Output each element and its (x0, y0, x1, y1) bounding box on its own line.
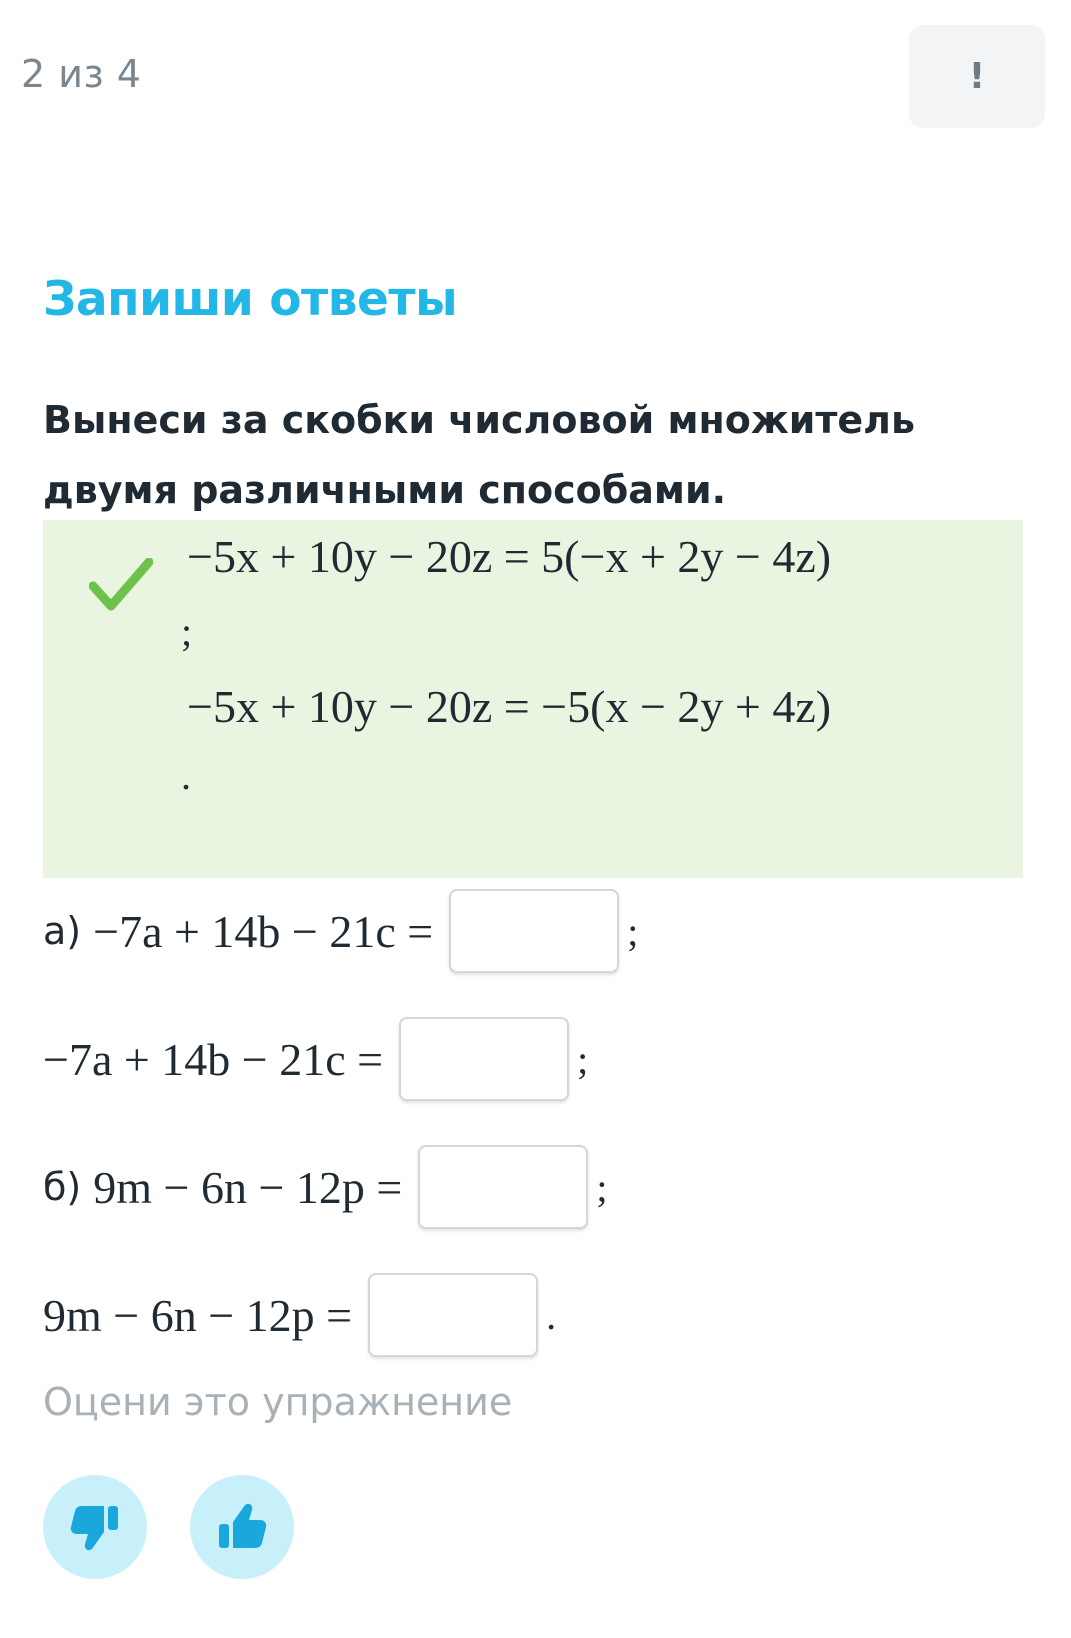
dislike-button[interactable] (43, 1475, 147, 1579)
exercise-label: б) (43, 1165, 82, 1209)
exercise-punct: ; (627, 908, 639, 954)
exercise-expression: 9m − 6n − 12p = (43, 1289, 353, 1341)
example-punct-2: . (181, 753, 191, 798)
exercise-punct: ; (577, 1036, 589, 1082)
example-punct-1: ; (181, 609, 193, 654)
checkmark-icon (89, 558, 153, 612)
exercise-expression: −7a + 14b − 21c = (43, 1033, 384, 1085)
exercise-expression: 9m − 6n − 12p = (93, 1161, 403, 1213)
answer-input-b1[interactable] (418, 1145, 588, 1229)
exercise-punct: . (546, 1292, 557, 1338)
exclamation-icon: ! (968, 56, 986, 97)
rate-exercise-label: Оцени это упражнение (43, 1380, 513, 1424)
progress-counter: 2 из 4 (21, 52, 142, 96)
exercise-row-a2 (43, 1014, 588, 1104)
answer-input-a1[interactable] (449, 889, 619, 973)
exercise-row-b1 (43, 1142, 608, 1232)
task-text: Вынеси за скобки числовой множитель двумя различными способами. (43, 398, 915, 512)
like-button[interactable] (190, 1475, 294, 1579)
example-line-2: −5x + 10y − 20z = −5(x − 2y + 4z) (187, 681, 832, 732)
example-line-1: −5x + 10y − 20z = 5(−x + 2y − 4z) (187, 531, 832, 582)
exercise-row-a1 (43, 886, 638, 976)
answer-input-a2[interactable] (399, 1017, 569, 1101)
section-heading: Запиши ответы (43, 272, 458, 327)
exercise-label: а) (43, 909, 82, 953)
exercise-punct: ; (596, 1164, 608, 1210)
report-button[interactable] (909, 25, 1045, 128)
answer-input-b2[interactable] (368, 1273, 538, 1357)
exercise-expression: −7a + 14b − 21c = (93, 905, 434, 957)
example-block (43, 520, 1023, 878)
exercise-row-b2 (43, 1270, 556, 1360)
thumbs-down-icon (68, 1500, 122, 1554)
thumbs-up-icon (215, 1500, 269, 1554)
